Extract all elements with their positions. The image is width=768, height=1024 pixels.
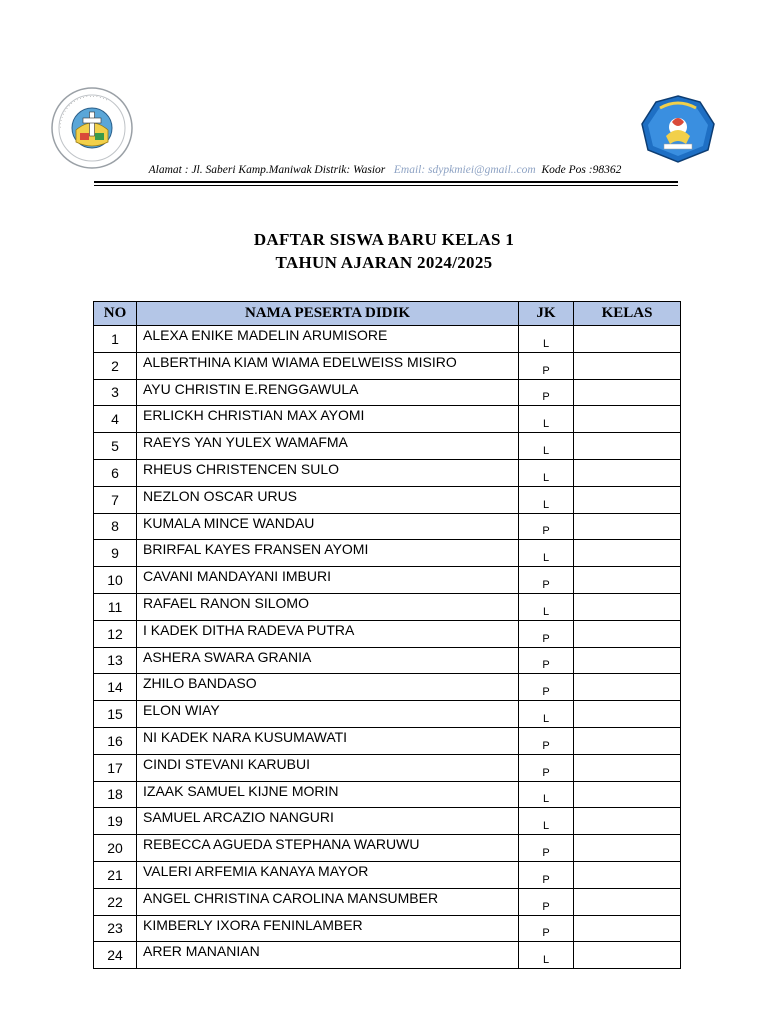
gender-cell: P — [519, 861, 574, 888]
row-number: 8 — [94, 513, 137, 540]
class-cell — [574, 486, 681, 513]
class-cell — [574, 835, 681, 862]
table-header-row — [94, 302, 681, 326]
table-row — [94, 379, 681, 406]
class-cell — [574, 781, 681, 808]
student-name: AYU CHRISTIN E.RENGGAWULA — [137, 379, 519, 406]
table-row — [94, 459, 681, 486]
class-cell — [574, 727, 681, 754]
table-row — [94, 647, 681, 674]
gender-cell: L — [519, 701, 574, 728]
address-text: Alamat : Jl. Saberi Kamp.Maniwak Distrik: Wasior — [148, 164, 386, 176]
table-row — [94, 620, 681, 647]
student-name: RHEUS CHRISTENCEN SULO — [137, 459, 519, 486]
row-number: 2 — [94, 352, 137, 379]
table-row — [94, 567, 681, 594]
gender-cell: P — [519, 754, 574, 781]
class-cell — [574, 915, 681, 942]
student-name: CAVANI MANDAYANI IMBURI — [137, 567, 519, 594]
class-cell — [574, 379, 681, 406]
student-name: KIMBERLY IXORA FENINLAMBER — [137, 915, 519, 942]
table-row — [94, 433, 681, 460]
student-name: VALERI ARFEMIA KANAYA MAYOR — [137, 861, 519, 888]
gender-cell: L — [519, 486, 574, 513]
class-cell — [574, 326, 681, 353]
postal-code: Kode Pos :98362 — [541, 164, 622, 176]
student-table — [93, 301, 681, 969]
student-name: I KADEK DITHA RADEVA PUTRA — [137, 620, 519, 647]
header-divider-thick — [94, 181, 678, 183]
row-number: 16 — [94, 727, 137, 754]
student-name: CINDI STEVANI KARUBUI — [137, 754, 519, 781]
gender-cell: L — [519, 540, 574, 567]
student-name: ASHERA SWARA GRANIA — [137, 647, 519, 674]
row-number: 4 — [94, 406, 137, 433]
gender-cell: L — [519, 808, 574, 835]
table-row — [94, 674, 681, 701]
student-name: RAEYS YAN YULEX WAMAFMA — [137, 433, 519, 460]
student-name: NI KADEK NARA KUSUMAWATI — [137, 727, 519, 754]
gender-cell: P — [519, 620, 574, 647]
table-row — [94, 352, 681, 379]
table-row — [94, 754, 681, 781]
row-number: 20 — [94, 835, 137, 862]
row-number: 13 — [94, 647, 137, 674]
class-cell — [574, 513, 681, 540]
row-number: 21 — [94, 861, 137, 888]
row-number: 10 — [94, 567, 137, 594]
column-header-no: NO — [94, 302, 137, 326]
gender-cell: L — [519, 459, 574, 486]
class-cell — [574, 808, 681, 835]
gender-cell: P — [519, 674, 574, 701]
gender-cell: L — [519, 593, 574, 620]
gender-cell: P — [519, 727, 574, 754]
table-row — [94, 888, 681, 915]
table-row — [94, 727, 681, 754]
student-name: BRIRFAL KAYES FRANSEN AYOMI — [137, 540, 519, 567]
row-number: 24 — [94, 942, 137, 969]
student-name: ARER MANANIAN — [137, 942, 519, 969]
table-row — [94, 701, 681, 728]
table-row — [94, 593, 681, 620]
document-subtitle: TAHUN AJARAN 2024/2025 — [275, 253, 493, 272]
email-link[interactable]: Email: sdypkmiei@gmail..com — [393, 164, 536, 176]
row-number: 5 — [94, 433, 137, 460]
column-header-name: NAMA PESERTA DIDIK — [137, 302, 519, 326]
gender-cell: L — [519, 433, 574, 460]
table-row — [94, 861, 681, 888]
class-cell — [574, 754, 681, 781]
class-cell — [574, 701, 681, 728]
gender-cell: L — [519, 781, 574, 808]
row-number: 9 — [94, 540, 137, 567]
document-title: DAFTAR SISWA BARU KELAS 1 — [253, 230, 515, 249]
gender-cell: P — [519, 835, 574, 862]
gender-cell: P — [519, 567, 574, 594]
gender-cell: P — [519, 888, 574, 915]
school-foundation-seal-icon — [50, 86, 134, 170]
student-name: ELON WIAY — [137, 701, 519, 728]
class-cell — [574, 406, 681, 433]
table-row — [94, 513, 681, 540]
gender-cell: P — [519, 513, 574, 540]
row-number: 7 — [94, 486, 137, 513]
table-row — [94, 808, 681, 835]
row-number: 23 — [94, 915, 137, 942]
class-cell — [574, 861, 681, 888]
row-number: 19 — [94, 808, 137, 835]
class-cell — [574, 433, 681, 460]
table-row — [94, 406, 681, 433]
column-header-kelas: KELAS — [574, 302, 681, 326]
student-name: REBECCA AGUEDA STEPHANA WARUWU — [137, 835, 519, 862]
table-body — [94, 326, 681, 969]
table-row — [94, 781, 681, 808]
gender-cell: P — [519, 647, 574, 674]
table-row — [94, 326, 681, 353]
student-name: ERLICKH CHRISTIAN MAX AYOMI — [137, 406, 519, 433]
class-cell — [574, 888, 681, 915]
class-cell — [574, 540, 681, 567]
table-row — [94, 486, 681, 513]
row-number: 12 — [94, 620, 137, 647]
row-number: 1 — [94, 326, 137, 353]
row-number: 17 — [94, 754, 137, 781]
student-name: SAMUEL ARCAZIO NANGURI — [137, 808, 519, 835]
class-cell — [574, 620, 681, 647]
gender-cell: P — [519, 352, 574, 379]
student-name: ALEXA ENIKE MADELIN ARUMISORE — [137, 326, 519, 353]
row-number: 11 — [94, 593, 137, 620]
student-name: ANGEL CHRISTINA CAROLINA MANSUMBER — [137, 888, 519, 915]
table-row — [94, 540, 681, 567]
table-row — [94, 835, 681, 862]
tut-wuri-handayani-emblem-icon — [638, 94, 718, 164]
student-name: NEZLON OSCAR URUS — [137, 486, 519, 513]
column-header-jk: JK — [519, 302, 574, 326]
row-number: 15 — [94, 701, 137, 728]
header-divider-thin — [94, 185, 678, 186]
school-address-line — [90, 164, 680, 176]
student-name: RAFAEL RANON SILOMO — [137, 593, 519, 620]
class-cell — [574, 459, 681, 486]
class-cell — [574, 942, 681, 969]
student-name: ZHILO BANDASO — [137, 674, 519, 701]
row-number: 6 — [94, 459, 137, 486]
student-name: IZAAK SAMUEL KIJNE MORIN — [137, 781, 519, 808]
gender-cell: L — [519, 406, 574, 433]
class-cell — [574, 567, 681, 594]
table-row — [94, 915, 681, 942]
class-cell — [574, 352, 681, 379]
gender-cell: L — [519, 942, 574, 969]
gender-cell: P — [519, 379, 574, 406]
svg-text:· · · · · · · · · · · · · · ·: · · · · · · · · · · · · · · · · · · · · — [57, 93, 109, 129]
row-number: 22 — [94, 888, 137, 915]
table-row — [94, 942, 681, 969]
class-cell — [574, 647, 681, 674]
gender-cell: P — [519, 915, 574, 942]
row-number: 18 — [94, 781, 137, 808]
class-cell — [574, 674, 681, 701]
row-number: 14 — [94, 674, 137, 701]
student-name: ALBERTHINA KIAM WIAMA EDELWEISS MISIRO — [137, 352, 519, 379]
student-name: KUMALA MINCE WANDAU — [137, 513, 519, 540]
gender-cell: L — [519, 326, 574, 353]
class-cell — [574, 593, 681, 620]
row-number: 3 — [94, 379, 137, 406]
